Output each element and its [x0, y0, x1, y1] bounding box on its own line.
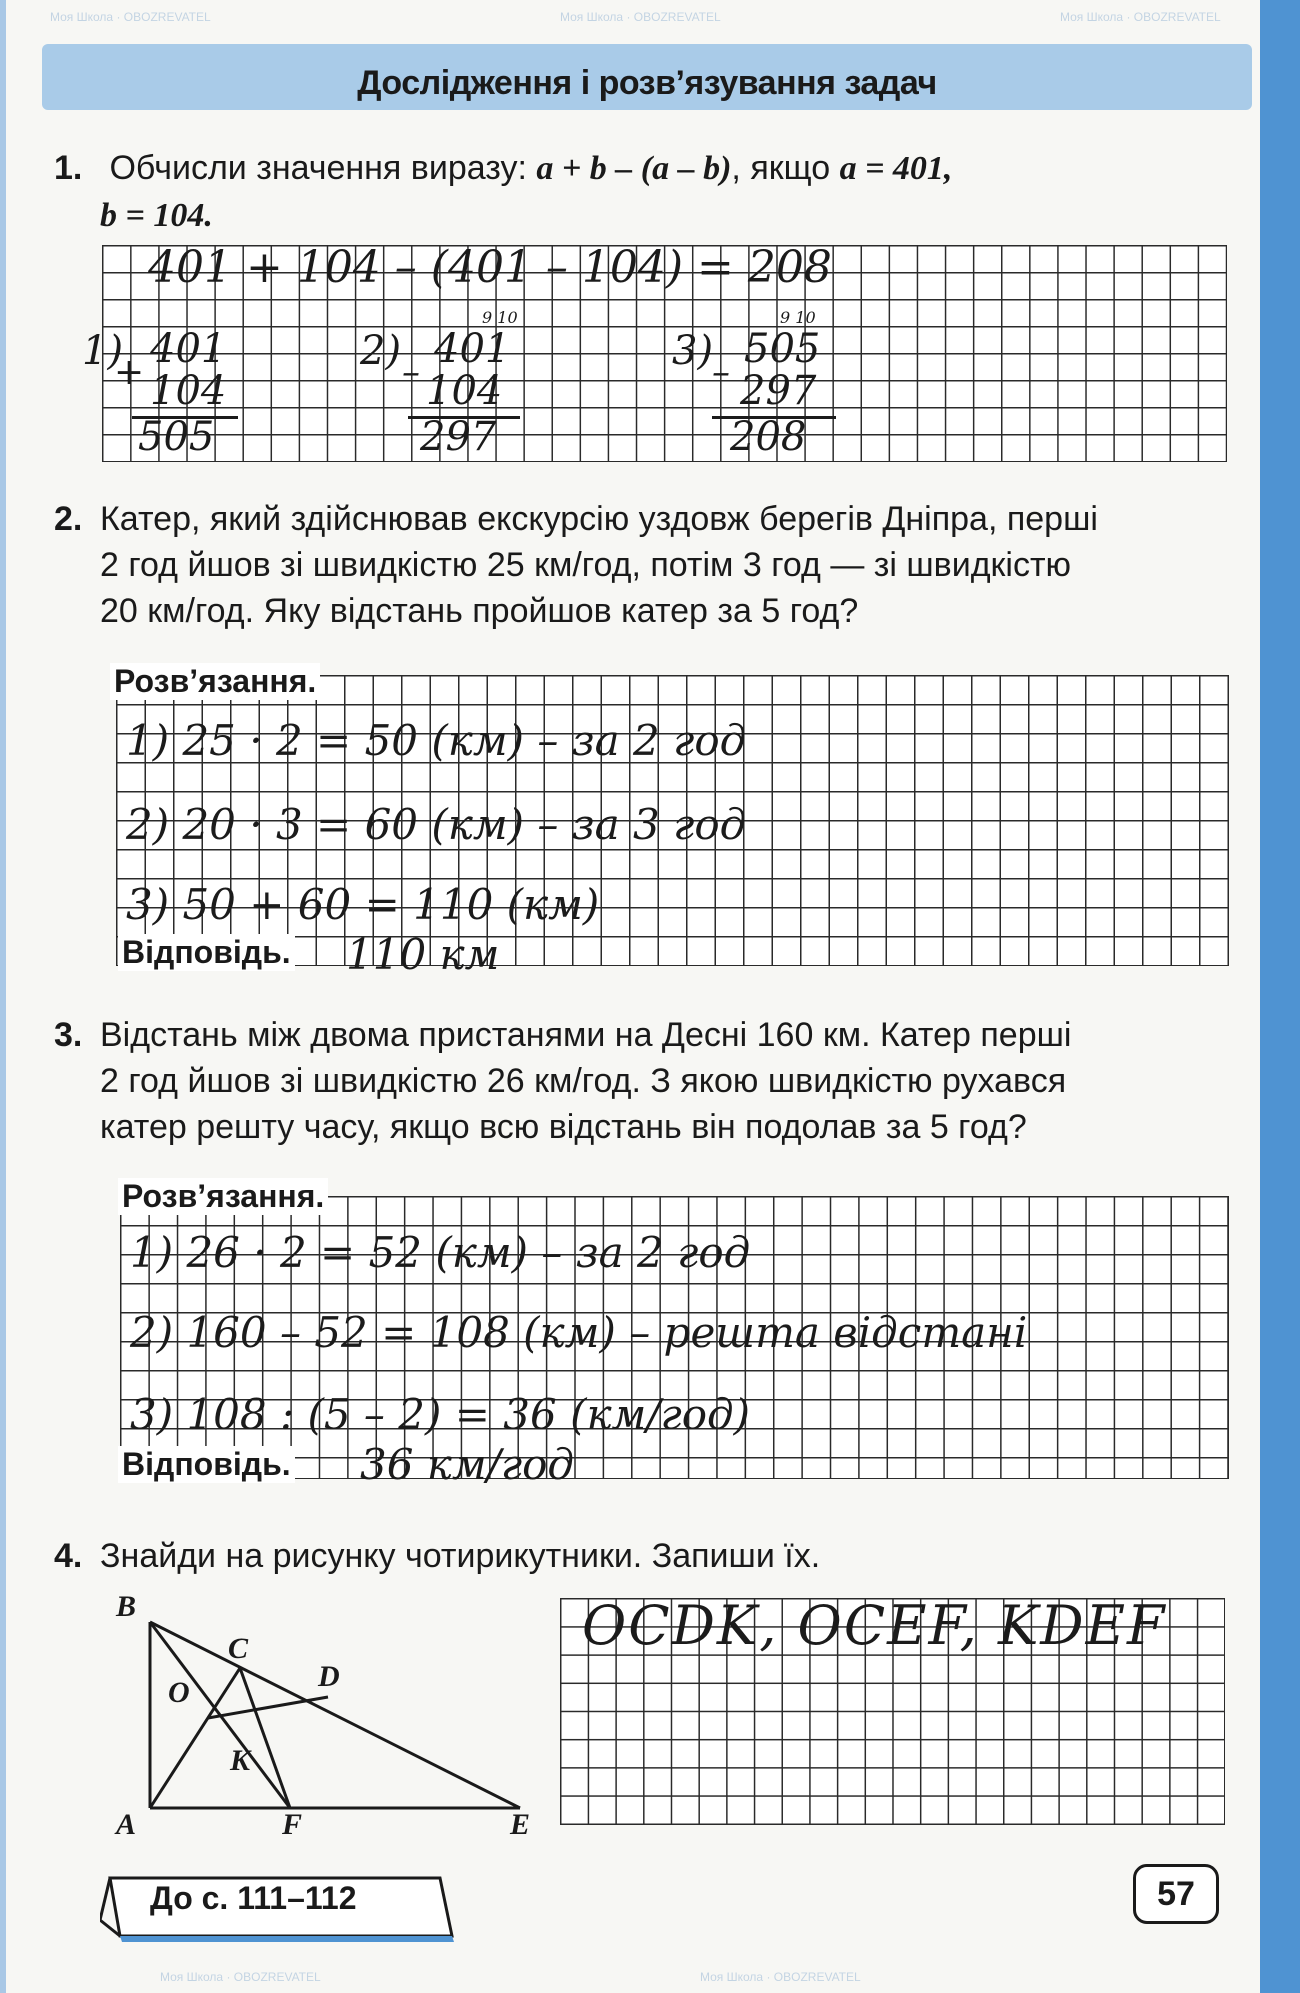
- task-1-col2-top: 401: [434, 326, 511, 372]
- task-2-answer-label: Відповідь.: [118, 934, 295, 971]
- task-1-col2-label: 2): [360, 328, 402, 374]
- point-label-a: A: [116, 1808, 137, 1840]
- task-2-step-1: 1) 25 · 2 = 50 (км) – за 2 год: [126, 716, 747, 765]
- task-1-col1-label: 1): [82, 328, 124, 374]
- task-3-step-2: 2) 160 – 52 = 108 (км) – решта відстані: [130, 1308, 1028, 1357]
- task-3-answer: 36 км/год: [360, 1440, 574, 1489]
- point-label-k: K: [230, 1744, 251, 1777]
- task-2-line-2: 2 год йшов зі швидкістю 25 км/год, потім 3 год — зі швидкістю: [100, 546, 1072, 584]
- task-1-col3-carry: 9 10: [780, 308, 816, 327]
- task-3-line-2: 2 год йшов зі швидкістю 26 км/год. З якою швидкістю рухався: [100, 1062, 1067, 1100]
- task-3-line-1: Відстань між двома пристанями на Десні 160 км. Катер перші: [100, 1016, 1072, 1054]
- watermark: Моя Школа · OBOZREVATEL: [560, 10, 721, 24]
- point-label-e: E: [510, 1808, 531, 1840]
- task-2-line-1: Катер, який здійснював екскурсію уздовж берегів Дніпра, перші: [100, 500, 1098, 538]
- task-1-col2-result: 297: [420, 414, 497, 460]
- page-number: 57: [1133, 1864, 1219, 1924]
- watermark: Моя Школа · OBOZREVATEL: [160, 1970, 321, 1984]
- watermark: Моя Школа · OBOZREVATEL: [700, 1970, 861, 1984]
- task-2-line-3: 20 км/год. Яку відстань пройшов катер за 5 год?: [100, 592, 859, 630]
- quadrilateral-figure: [110, 1590, 550, 1840]
- task-1-col3-label: 3): [672, 328, 714, 374]
- task-3-answer-label: Відповідь.: [118, 1446, 295, 1483]
- point-label-o: O: [168, 1676, 190, 1709]
- task-3-text: [54, 1012, 1224, 1150]
- task-1-col2-carry: 9 10: [482, 308, 518, 327]
- task-3-step-3: 3) 108 : (5 – 2) = 36 (км/год): [130, 1390, 751, 1439]
- task-1-text: [54, 145, 1224, 239]
- watermark: Моя Школа · OBOZREVATEL: [1060, 10, 1221, 24]
- task-1-col3-bottom: 297: [740, 368, 817, 414]
- point-label-b: B: [116, 1590, 137, 1623]
- task-number: 1.: [54, 149, 83, 187]
- point-label-f: F: [282, 1808, 303, 1840]
- task-2-step-2: 2) 20 · 3 = 60 (км) – за 3 год: [126, 800, 747, 849]
- task-4-prompt: Знайди на рисунку чотирикутники. Запиши їх.: [100, 1537, 821, 1575]
- task-4-answer: OCDK, OCEF, KDEF: [582, 1594, 1167, 1657]
- task-1-condition-b: b = 104.: [100, 197, 213, 234]
- point-label-c: C: [228, 1632, 249, 1665]
- task-1-col2-bottom: 104: [426, 368, 503, 414]
- task-1-col3-op: –: [712, 352, 730, 393]
- right-edge-strip: [1260, 0, 1300, 1993]
- task-1-col3-result: 208: [730, 414, 807, 460]
- task-1-condition-a: a = 401,: [839, 150, 953, 187]
- task-3-solution-label: Розв’язання.: [118, 1178, 328, 1215]
- task-1-col1-bottom: 104: [150, 368, 227, 414]
- task-1-col1-result: 505: [138, 414, 215, 460]
- watermark: Моя Школа · OBOZREVATEL: [50, 10, 211, 24]
- task-number: 3.: [54, 1016, 83, 1054]
- task-number: 2.: [54, 500, 83, 538]
- task-2-step-3: 3) 50 + 60 = 110 (км): [126, 880, 600, 929]
- task-1-col1-top: 401: [150, 326, 227, 372]
- task-2-answer: 110 км: [346, 930, 500, 979]
- task-4-text: [54, 1533, 1224, 1579]
- task-3-line-3: катер решту часу, якщо всю відстань він подолав за 5 год?: [100, 1108, 1027, 1146]
- page-reference: До с. 111–112: [150, 1880, 357, 1916]
- point-label-d: D: [318, 1660, 340, 1693]
- task-1-col2-op: –: [402, 352, 420, 393]
- page-title: Дослідження і розв’язування задач: [357, 64, 937, 102]
- task-1-col3-top: 505: [744, 326, 821, 372]
- task-1-col1-op: +: [114, 352, 145, 393]
- task-1-expression: a + b – (a – b): [536, 150, 732, 187]
- task-1-handwritten-expression: 401 + 104 – (401 – 104) = 208: [148, 242, 832, 293]
- task-2-solution-label: Розв’язання.: [110, 663, 320, 700]
- left-edge-strip: [0, 0, 6, 1993]
- section-header: [42, 44, 1252, 110]
- task-2-text: [54, 496, 1224, 634]
- task-3-step-1: 1) 26 · 2 = 52 (км) – за 2 год: [130, 1228, 751, 1277]
- task-number: 4.: [54, 1537, 83, 1575]
- task-1-middle: , якщо: [731, 149, 831, 187]
- task-1-intro: Обчисли значення виразу:: [109, 149, 527, 187]
